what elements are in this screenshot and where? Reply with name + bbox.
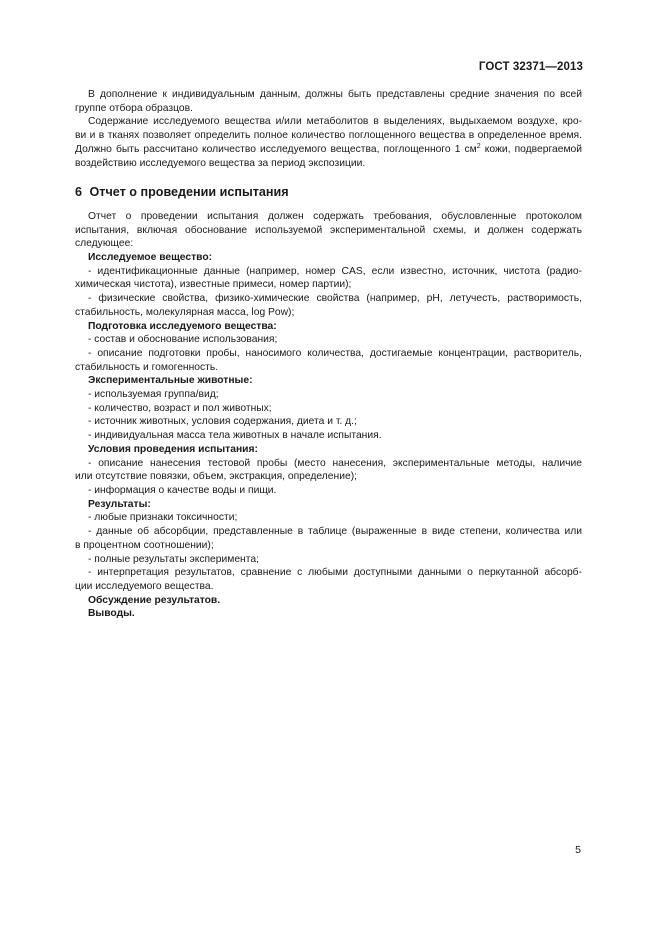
page-number: 5 [575, 844, 581, 856]
intro-p2-line3-b: кожи, подвергаемой [480, 143, 582, 155]
discussion-heading: Обсуждение результатов. [88, 594, 221, 606]
conditions-item2: - информация о качестве воды и пищи. [88, 484, 277, 496]
prep-heading: Подготовка исследуемого вещества: [88, 320, 277, 332]
intro-p2-line1: Содержание исследуемого вещества и/или метаболитов в выделениях, выдыхаемом воздухе, кро- [88, 116, 582, 128]
results-item4-line2: ции исследуемого вещества. [75, 580, 214, 592]
animals-item4: - индивидуальная масса тела животных в начале испытания. [88, 430, 382, 442]
section-title: Отчет о проведении испытания [89, 185, 289, 200]
intro-p2-line4: воздействию исследуемого вещества за период экспозиции. [75, 157, 366, 169]
results-item2-line1: - данные об абсорбции, представленные в таблице (выраженные в виде степени, количества или [88, 526, 582, 538]
substance-heading: Исследуемое вещество: [88, 252, 213, 264]
intro-p2-line3 [75, 143, 582, 157]
results-item3: - полные результаты эксперимента; [88, 553, 259, 565]
prep-item2-line1: - описание подготовки пробы, наносимого количества, достигаемые концентрации, растворитель, [88, 347, 582, 359]
prep-item1: - состав и обоснование использования; [88, 334, 278, 346]
section-heading [75, 186, 582, 200]
superscript-2: 2 [476, 142, 481, 150]
report-intro-line3: следующее: [75, 238, 134, 250]
results-item4-line1: - интерпретация результатов, сравнение с любыми доступными данными о перкутанной абсорб- [88, 567, 582, 579]
results-heading: Результаты: [88, 498, 151, 510]
intro-p2-line3-a: Должно быть рассчитано количество исследуемого вещества, поглощенного 1 см [75, 143, 477, 155]
conditions-item1-line2: или отсутствие повязки, объем, экстракция, определение); [75, 471, 357, 483]
substance-item2-line1: - физические свойства, физико-химические свойства (например, pH, летучесть, растворимость, [88, 293, 582, 305]
document-id: ГОСТ 32371—2013 [478, 61, 583, 73]
conclusions-heading: Выводы. [88, 608, 135, 620]
results-item2-line2: в процентном соотношении); [75, 539, 214, 551]
conditions-heading: Условия проведения испытания: [88, 443, 258, 455]
substance-item2-line2: стабильность, молекулярная масса, log Pow); [75, 306, 295, 318]
intro-p2-line2: ви и в тканях позволяет определить полное количество поглощенного вещества в определенное время. [75, 130, 582, 142]
substance-item1-line2: химическая чистота), известные примеси, номер партии); [75, 279, 352, 291]
page-content [75, 88, 582, 621]
report-intro-line2: испытания, включая обоснование используемой экспериментальной схемы, и должен содержать [75, 224, 582, 236]
animals-item3: - источник животных, условия содержания, диета и т. д.; [88, 416, 357, 428]
prep-item2-line2: стабильность и гомогенность. [75, 361, 219, 373]
conditions-item1-line1: - описание нанесения тестовой пробы (место нанесения, экспериментальные методы, наличие [88, 457, 582, 469]
animals-item1: - используемая группа/вид; [88, 389, 219, 401]
animals-item2: - количество, возраст и пол животных; [88, 402, 272, 414]
report-intro-line1: Отчет о проведении испытания должен содержать требования, обусловленные протоколом [88, 210, 582, 222]
intro-p1-line1: В дополнение к индивидуальным данным, должны быть представлены средние значения по всей [88, 89, 582, 100]
section-number: 6 [75, 185, 83, 200]
results-item1: - любые признаки токсичности; [88, 512, 238, 524]
intro-p1-line2: группе отбора образцов. [75, 102, 193, 114]
substance-item1-line1: - идентификационные данные (например, номер CAS, если известно, источник, чистота (радио- [88, 265, 582, 277]
intro-line [75, 88, 582, 102]
animals-heading: Экспериментальные животные: [88, 375, 253, 387]
